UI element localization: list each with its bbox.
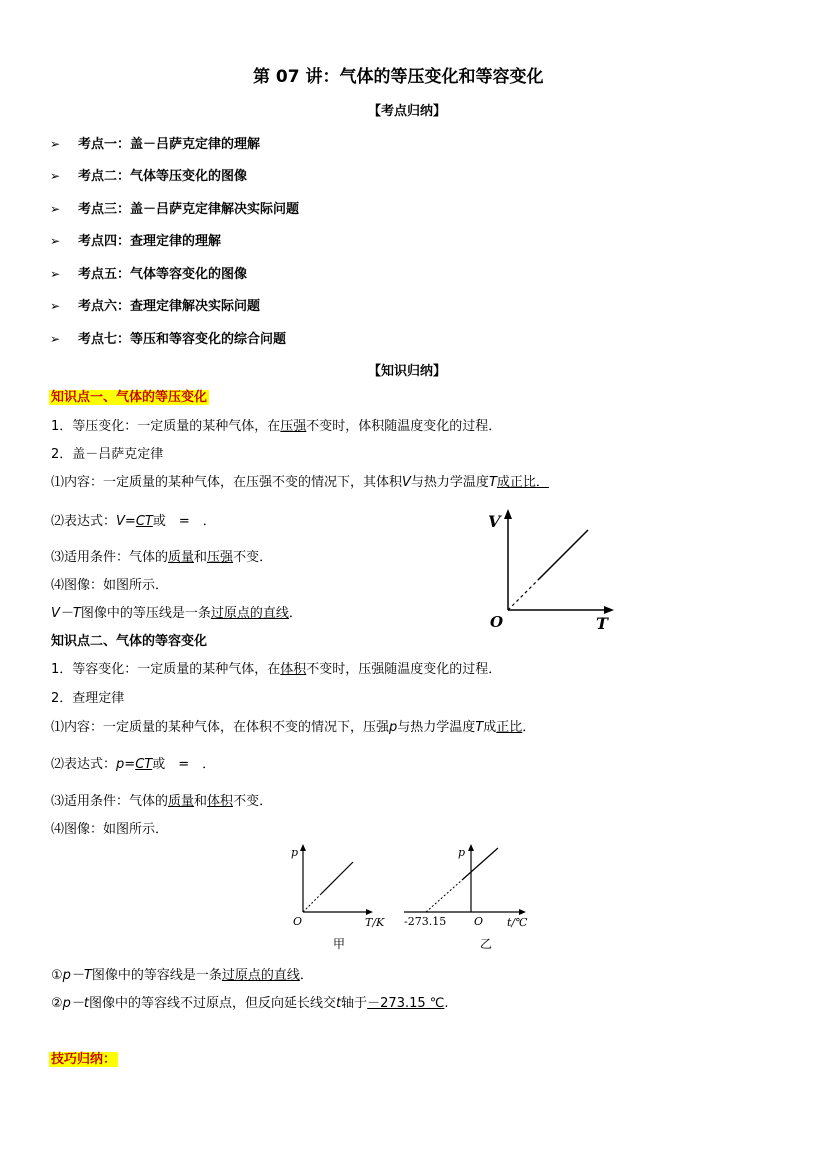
underlined-term: 体积 <box>207 794 234 809</box>
underlined-term: 过原点的直线 <box>221 968 300 983</box>
toc-item <box>50 328 286 347</box>
text: 与热力学温度 <box>397 720 476 735</box>
text: . <box>444 996 449 1011</box>
text: ⑴内容：一定质量的某种气体，在体积不变的情况下，压强 <box>51 720 390 735</box>
k2-heading: 知识点二、气体的等容变化 <box>51 634 208 649</box>
k1-line4 <box>51 510 216 529</box>
graph-v-t <box>480 505 630 640</box>
text: ⑶适用条件：气体的 <box>51 794 169 809</box>
text: ． <box>288 606 302 621</box>
page-title: 第 07 讲：气体的等压变化和等容变化 <box>253 67 544 87</box>
underlined-term: 压强 <box>207 550 234 565</box>
text: 和 <box>194 550 208 565</box>
text: 不变． <box>233 794 273 809</box>
text: 轴于 <box>341 996 368 1011</box>
text: 或 = ． <box>152 757 216 772</box>
arrow-icon: ➢ <box>50 234 61 248</box>
isochore-dashed <box>303 894 321 912</box>
text: ⑵表达式： <box>51 514 117 529</box>
x-axis-arrow-icon <box>366 909 373 915</box>
graph-p-T-jia <box>285 840 395 960</box>
intercept-label: -273.15 <box>404 915 447 928</box>
text: 图像中的等容线是一条 <box>91 968 222 983</box>
toc-item <box>50 198 299 217</box>
toc-item-label: 考点一：盖－吕萨克定律的理解 <box>78 137 261 152</box>
toc-item-label: 考点六：查理定律解决实际问题 <box>78 299 261 314</box>
text: ⑵表达式： <box>51 757 117 772</box>
text: 不变时，压强随温度变化的过程． <box>306 662 502 677</box>
text: 与热力学温度 <box>410 475 489 490</box>
y-axis-arrow-icon <box>300 844 306 851</box>
text: ① <box>51 968 63 983</box>
x-axis-arrow-icon <box>604 606 614 614</box>
var-pt: p－T <box>62 968 92 983</box>
section-knowledge-heading: 【知识归纳】 <box>368 364 447 379</box>
k2-line6: ⑷图像：如图所示． <box>51 822 169 837</box>
underlined-term: 成正比． <box>496 475 549 490</box>
k1-line6: ⑷图像：如图所示． <box>51 578 169 593</box>
k2-line3 <box>51 716 535 735</box>
isobar-line <box>538 530 588 580</box>
graph-caption: 乙 <box>480 937 493 951</box>
isobar-dashed <box>508 580 538 610</box>
isochore-line <box>321 862 353 894</box>
k1-line1 <box>51 415 501 434</box>
toc-item-label: 考点二：气体等压变化的图像 <box>78 169 248 184</box>
underlined-term: 正比 <box>496 720 523 735</box>
text: ⑶适用条件：气体的 <box>51 550 169 565</box>
text: = <box>124 757 136 772</box>
k1-line3 <box>51 471 549 490</box>
arrow-icon: ➢ <box>50 267 61 281</box>
toc-item <box>50 133 260 152</box>
var-t: t <box>336 996 342 1011</box>
k1-line5 <box>51 546 272 565</box>
text: ② <box>51 996 63 1011</box>
text: 图像中的等压线是一条 <box>80 606 211 621</box>
underlined-term: CT <box>135 757 153 772</box>
toc-item <box>50 230 221 249</box>
text: ． <box>299 968 313 983</box>
var-v: V <box>116 514 125 529</box>
underlined-term: 质量 <box>168 794 195 809</box>
isochore-dashed <box>426 880 462 912</box>
origin-label: O <box>474 915 484 928</box>
underlined-term: 压强 <box>280 419 307 434</box>
toc-item-label: 考点三：盖－吕萨克定律解决实际问题 <box>78 202 300 217</box>
var-t: T <box>475 720 484 735</box>
k2-line2: 2．查理定律 <box>51 691 125 706</box>
graph-caption: 甲 <box>333 937 346 951</box>
graph-p-t-yi <box>400 840 550 960</box>
text: 1．等容变化：一定质量的某种气体，在 <box>51 662 281 677</box>
toc-item <box>50 263 247 282</box>
var-p: p <box>116 757 125 772</box>
x-axis-label: T/K <box>365 916 385 929</box>
k2-conclusion-1 <box>51 964 313 983</box>
text: 不变时，体积随温度变化的过程． <box>306 419 502 434</box>
text: 图像中的等容线不过原点，但反向延长线交 <box>89 996 337 1011</box>
x-axis-label: t/℃ <box>507 916 528 929</box>
origin-label: O <box>490 613 504 631</box>
y-axis-label: p <box>458 846 466 859</box>
underlined-term: －273.15 ℃ <box>367 996 445 1011</box>
underlined-term: 质量 <box>168 550 195 565</box>
text: 和 <box>194 794 208 809</box>
k1-line7 <box>51 602 302 621</box>
arrow-icon: ➢ <box>50 137 61 151</box>
underlined-term: 体积 <box>280 662 307 677</box>
toc-item <box>50 165 247 184</box>
skill-heading-text: 技巧归纳： <box>51 1052 117 1067</box>
y-axis-label: V <box>488 512 501 531</box>
k1-heading <box>49 386 209 405</box>
var-t: T <box>488 475 497 490</box>
k1-heading-text: 知识点一、气体的等压变化 <box>51 390 208 405</box>
text: 不变． <box>233 550 273 565</box>
var-p: p <box>389 720 398 735</box>
k1-line2: 2．盖－吕萨克定律 <box>51 447 164 462</box>
k2-line1 <box>51 658 501 677</box>
var-pt: p－t <box>62 996 90 1011</box>
arrow-icon: ➢ <box>50 332 61 346</box>
arrow-icon: ➢ <box>50 169 61 183</box>
k2-conclusion-2 <box>51 992 449 1011</box>
arrow-icon: ➢ <box>50 299 61 313</box>
y-axis-label: p <box>291 846 299 859</box>
x-axis-label: T <box>596 614 608 633</box>
toc-item-label: 考点七：等压和等容变化的综合问题 <box>78 332 287 347</box>
text: ⑴内容：一定质量的某种气体，在压强不变的情况下，其体积 <box>51 475 403 490</box>
skill-heading <box>49 1048 118 1067</box>
underlined-term: CT <box>135 514 153 529</box>
origin-label: O <box>293 915 303 928</box>
text: = <box>124 514 136 529</box>
text: 1．等压变化：一定质量的某种气体，在 <box>51 419 281 434</box>
x-axis-arrow-icon <box>519 909 526 915</box>
text: ． <box>522 720 536 735</box>
var-vt: V－T <box>51 606 81 621</box>
y-axis-arrow-icon <box>504 509 512 519</box>
toc-item-label: 考点四：查理定律的理解 <box>78 234 222 249</box>
arrow-icon: ➢ <box>50 202 61 216</box>
text: 成 <box>483 720 497 735</box>
toc-item <box>50 295 260 314</box>
underlined-term: 过原点的直线 <box>210 606 289 621</box>
isochore-line <box>462 848 498 880</box>
var-v: V <box>402 475 411 490</box>
section-points-heading: 【考点归纳】 <box>368 104 447 119</box>
k2-line5 <box>51 790 272 809</box>
toc-item-label: 考点五：气体等容变化的图像 <box>78 267 248 282</box>
k2-line4 <box>51 753 215 772</box>
y-axis-arrow-icon <box>468 844 474 851</box>
text: 或 = ． <box>152 514 216 529</box>
